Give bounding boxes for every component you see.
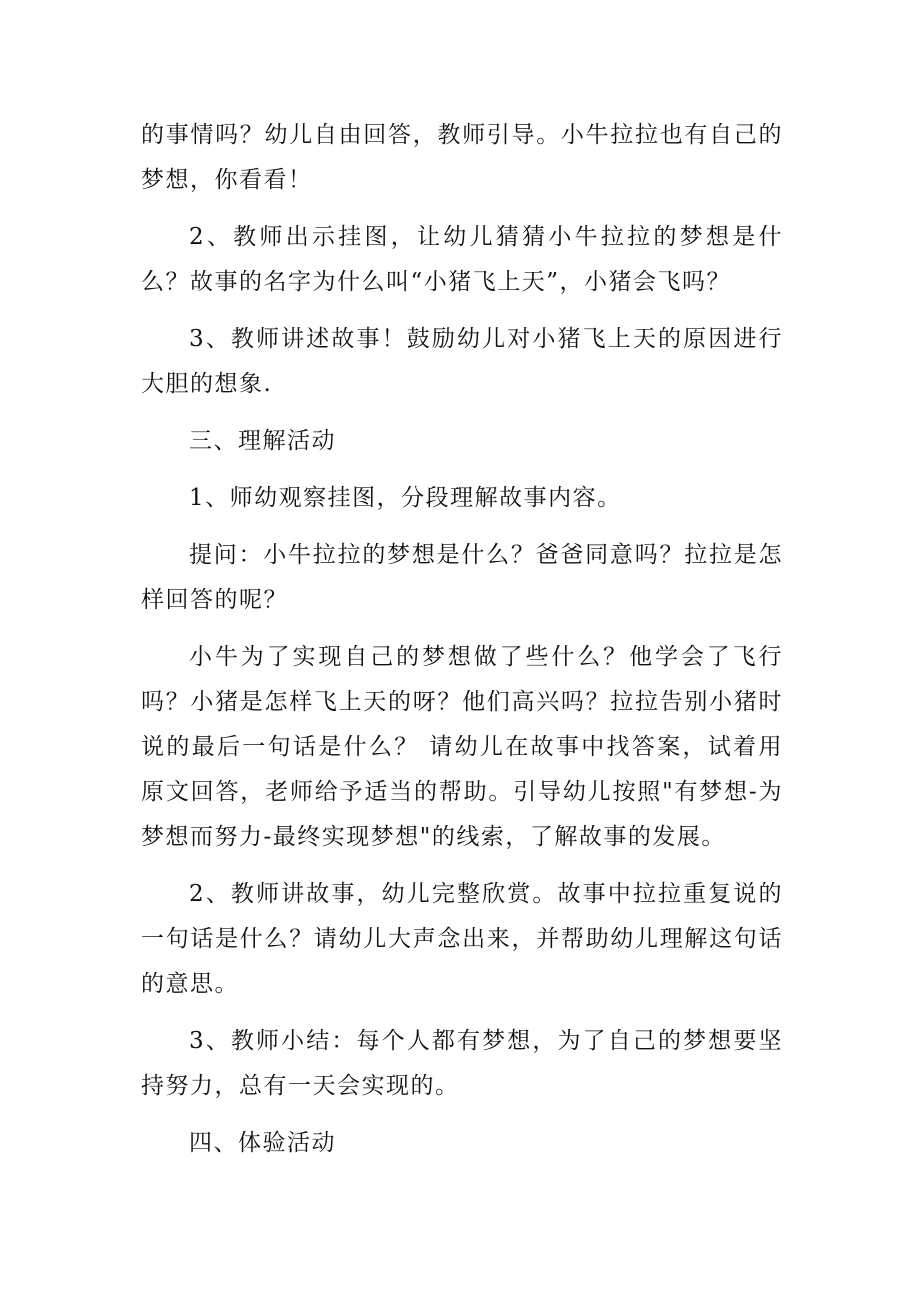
paragraph-understanding-3: 3、教师小结：每个人都有梦想，为了自己的梦想要坚持努力，总有一天会实现的。: [141, 1028, 783, 1099]
paragraph-story-questions: 小牛为了实现自己的梦想做了些什么？他学会了飞行吗？小猪是怎样飞上天的呀？他们高兴吗？拉拉告别小猪时说的最后一句话是什么？ 请幼儿在故事中找答案，试着用原文回答，老师给予适当的帮助。引导幼儿按照"有梦想-为梦想而努力-最终实现梦想"的线索，了解故事的发展。: [141, 644, 783, 850]
paragraph-understanding-2: 2、教师讲故事，幼儿完整欣赏。故事中拉拉重复说的一句话是什么？请幼儿大声念出来，并帮助幼儿理解这句话的意思。: [141, 881, 783, 997]
section-heading-understanding: 三、理解活动: [189, 428, 336, 454]
paragraph-understanding-1: 1、师幼观察挂图，分段理解故事内容。: [189, 485, 622, 511]
document-body: [141, 113, 783, 1178]
paragraph-questions: 提问：小牛拉拉的梦想是什么？爸爸同意吗？拉拉是怎样回答的呢？: [141, 542, 783, 613]
section-heading-experience: 四、体验活动: [189, 1130, 336, 1156]
paragraph-step-3: 3、教师讲述故事！鼓励幼儿对小猪飞上天的原因进行大胆的想象.: [141, 326, 783, 397]
paragraph-step-2: 2、教师出示挂图，让幼儿猜猜小牛拉拉的梦想是什么？故事的名字为什么叫“小猪飞上天”，小猪会飞吗？: [141, 224, 783, 295]
paragraph-continuation: 的事情吗？幼儿自由回答，教师引导。小牛拉拉也有自己的梦想，你看看！: [141, 122, 783, 193]
